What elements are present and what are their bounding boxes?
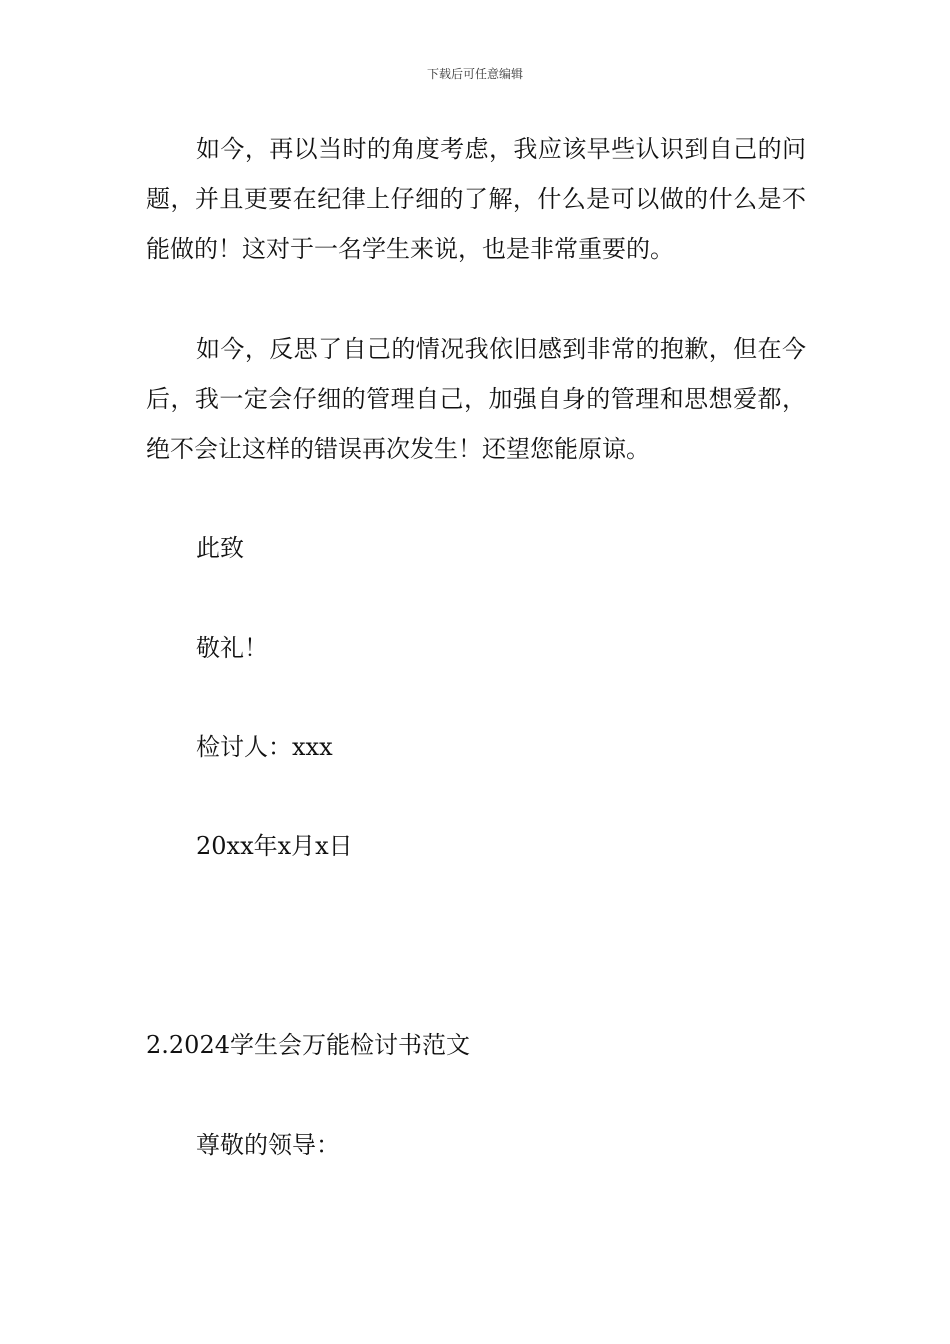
section-title: 2.2024学生会万能检讨书范文 bbox=[146, 1031, 470, 1059]
paragraph-apology: 如今，反思了自己的情况我依旧感到非常的抱歉，但在今后，我一定会仔细的管理自己，加强自身的管理和思想爱都，绝不会让这样的错误再次发生！还望您能原谅。 bbox=[146, 335, 806, 463]
closing-regards: 敬礼！ bbox=[196, 634, 268, 662]
date-line: 20xx年x月x日 bbox=[196, 832, 353, 860]
signer-line: 检讨人：xxx bbox=[196, 733, 333, 761]
paragraph-reflection: 如今，再以当时的角度考虑，我应该早些认识到自己的问题，并且更要在纪律上仔细的了解，什么是可以做的什么是不能做的！这对于一名学生来说，也是非常重要的。 bbox=[146, 135, 806, 263]
section-greeting: 尊敬的领导： bbox=[196, 1131, 340, 1159]
closing-salutation: 此致 bbox=[196, 534, 244, 562]
page-header-note: 下载后可任意编辑 bbox=[426, 67, 523, 81]
